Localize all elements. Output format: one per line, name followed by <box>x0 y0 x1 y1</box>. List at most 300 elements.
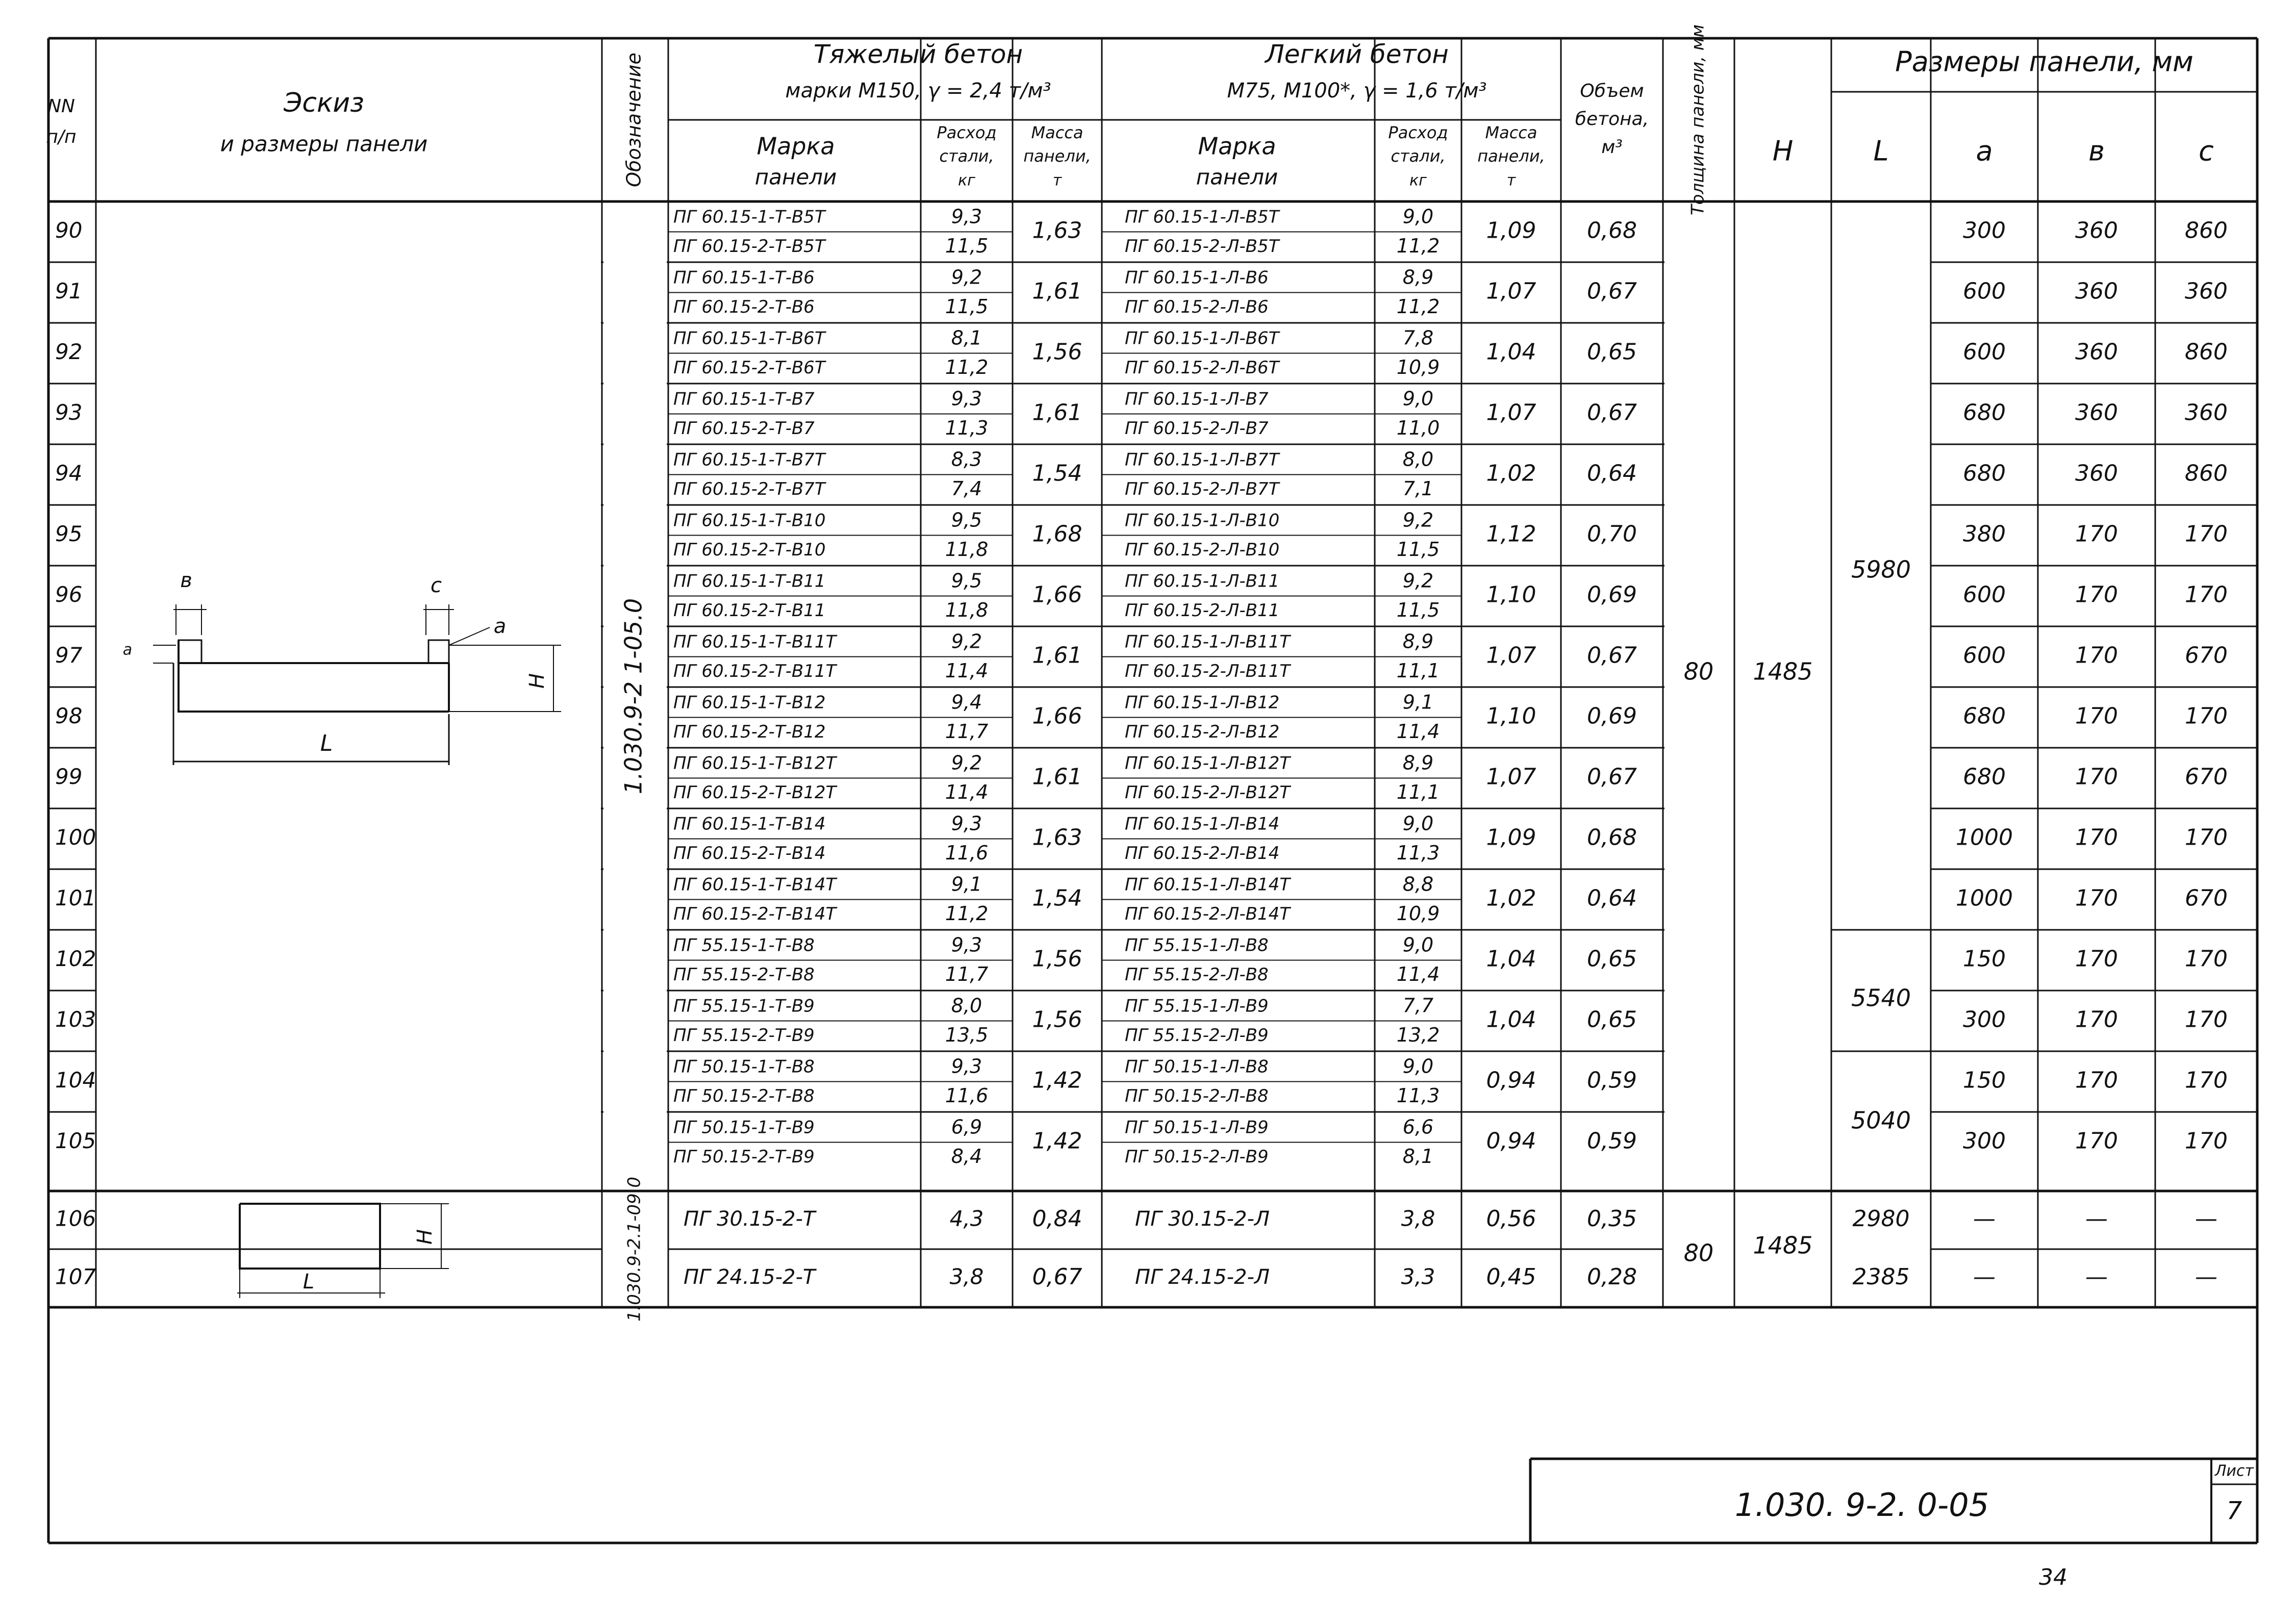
row-number: 92 <box>55 339 83 364</box>
dim-b: 360 <box>2075 217 2118 244</box>
concrete-volume: 0,65 <box>1587 946 1637 972</box>
heavy-steel: 11,6 <box>945 1084 989 1107</box>
heavy-mark: ПГ 60.15-1-Т-В6Т <box>673 328 825 349</box>
H-bottom: 1485 <box>1753 1231 1813 1259</box>
light-mark: ПГ 60.15-2-Л-В14 <box>1125 843 1280 864</box>
header-volume-3: м³ <box>1601 137 1623 158</box>
header-mass-heavy-3: т <box>1052 171 1062 190</box>
header-b: в <box>2088 135 2105 167</box>
heavy-mark: ПГ 60.15-1-Т-В11 <box>673 571 826 592</box>
light-mark: ПГ 60.15-2-Л-В12 <box>1125 721 1280 742</box>
light-mass: 1,09 <box>1486 824 1536 851</box>
heavy-steel: 9,3 <box>951 205 982 228</box>
heavy-steel: 13,5 <box>945 1023 989 1046</box>
heavy-steel: 9,2 <box>951 630 982 653</box>
concrete-volume: 0,59 <box>1587 1128 1637 1154</box>
heavy-steel: 11,7 <box>945 962 989 985</box>
heavy-steel: 11,6 <box>945 841 989 864</box>
concrete-volume: 0,67 <box>1587 764 1637 790</box>
light-mark: ПГ 55.15-2-Л-В8 <box>1125 964 1269 985</box>
dim-c: 670 <box>2185 642 2228 669</box>
heavy-steel: 9,3 <box>951 812 982 835</box>
heavy-mark: ПГ 60.15-1-Т-В7Т <box>673 449 825 470</box>
dim-c: 860 <box>2185 460 2228 487</box>
heavy-mark: ПГ 60.15-2-Т-В12Т <box>673 782 837 803</box>
header-L: L <box>1873 135 1889 167</box>
dim-a: — <box>1973 1264 1996 1290</box>
row-number: 96 <box>55 582 83 607</box>
header-steel-heavy-2: стали, <box>939 146 994 166</box>
heavy-mass: 1,42 <box>1032 1067 1082 1094</box>
header-pp: п/п <box>46 126 77 147</box>
light-mark: ПГ 30.15-2-Л <box>1135 1207 1270 1231</box>
dim-a: 600 <box>1963 278 2006 305</box>
heavy-mark: ПГ 60.15-1-Т-В12Т <box>673 753 837 774</box>
dim-c: 170 <box>2185 946 2228 972</box>
heavy-mark: ПГ 60.15-2-Т-В6 <box>673 296 815 317</box>
concrete-volume: 0,28 <box>1587 1264 1637 1290</box>
heavy-mark: ПГ 55.15-2-Т-В9 <box>673 1025 815 1046</box>
header-steel-heavy: Расход <box>937 123 997 142</box>
sketch-label-a: a <box>493 615 507 638</box>
light-mark: ПГ 60.15-1-Л-В12 <box>1125 692 1280 713</box>
heavy-mark: ПГ 60.15-2-Т-В11Т <box>673 661 837 681</box>
dim-a: — <box>1973 1206 1996 1232</box>
row-number: 102 <box>55 946 96 971</box>
light-mass: 1,10 <box>1486 703 1536 729</box>
L-group1: 5980 <box>1851 555 1911 584</box>
light-steel: 11,3 <box>1396 841 1440 864</box>
heavy-mass: 1,63 <box>1032 824 1082 851</box>
row-number: 94 <box>55 461 83 486</box>
dim-c: 360 <box>2185 399 2228 426</box>
dim-c: 860 <box>2185 217 2228 244</box>
header-sketch-subtitle: и размеры панели <box>220 131 428 157</box>
H-main: 1485 <box>1753 657 1813 686</box>
dim-a: 1000 <box>1956 824 2013 851</box>
dim-b: 360 <box>2075 339 2118 365</box>
heavy-steel: 9,1 <box>951 873 982 896</box>
header-light-grade: M75, M100*, γ = 1,6 т/м³ <box>1227 79 1487 103</box>
light-steel: 8,1 <box>1402 1145 1434 1168</box>
sketch-label-a-left: a <box>122 641 133 659</box>
light-steel: 9,0 <box>1402 933 1434 956</box>
heavy-steel: 11,2 <box>945 356 989 378</box>
light-mark: ПГ 55.15-1-Л-В9 <box>1125 996 1269 1017</box>
light-mark: ПГ 50.15-2-Л-В8 <box>1125 1085 1269 1106</box>
light-steel: 8,9 <box>1402 751 1434 774</box>
light-mark: ПГ 60.15-2-Л-В7Т <box>1125 478 1279 499</box>
dim-a: 600 <box>1963 339 2006 365</box>
heavy-mark: ПГ 60.15-1-Т-В7 <box>673 389 815 410</box>
light-mass: 1,07 <box>1486 278 1536 305</box>
light-steel: 9,0 <box>1402 387 1434 410</box>
light-mark: ПГ 60.15-2-Л-В7 <box>1125 418 1269 439</box>
L-value: 2980 <box>1852 1206 1910 1232</box>
light-mark: ПГ 60.15-1-Л-В7 <box>1125 389 1269 410</box>
light-mark: ПГ 60.15-2-Л-В12Т <box>1125 782 1291 803</box>
heavy-mass: 0,67 <box>1032 1264 1082 1290</box>
dim-a: 600 <box>1963 642 2006 669</box>
heavy-steel: 8,3 <box>951 448 982 471</box>
light-mark: ПГ 60.15-2-Л-В14Т <box>1125 903 1291 924</box>
heavy-mark: ПГ 60.15-2-Т-В7 <box>673 418 815 439</box>
light-mark: ПГ 60.15-1-Л-В11Т <box>1125 631 1291 652</box>
light-mark: ПГ 60.15-1-Л-В6Т <box>1125 328 1279 349</box>
heavy-steel: 9,2 <box>951 266 982 289</box>
heavy-mass: 1,68 <box>1032 521 1082 547</box>
light-mark: ПГ 55.15-2-Л-В9 <box>1125 1025 1269 1046</box>
light-mark: ПГ 60.15-2-Л-В5Т <box>1125 236 1279 257</box>
concrete-volume: 0,67 <box>1587 399 1637 426</box>
heavy-mass: 1,61 <box>1032 278 1082 305</box>
dim-a: 150 <box>1963 1067 2006 1094</box>
row-number: 98 <box>55 703 83 728</box>
light-mass: 1,12 <box>1486 521 1536 547</box>
heavy-steel: 9,5 <box>951 509 982 531</box>
heavy-mass: 1,54 <box>1032 885 1082 911</box>
heavy-steel: 11,8 <box>945 538 989 561</box>
light-steel: 11,4 <box>1396 962 1440 985</box>
light-steel: 10,9 <box>1396 902 1440 925</box>
light-mark: ПГ 60.15-2-Л-В6Т <box>1125 357 1279 378</box>
heavy-mark: ПГ 50.15-2-Т-В9 <box>673 1146 815 1167</box>
row-number: 103 <box>55 1007 96 1032</box>
heavy-mass: 1,56 <box>1032 339 1082 365</box>
dim-b: — <box>2085 1206 2108 1232</box>
heavy-steel: 9,3 <box>951 1055 982 1078</box>
dim-c: 170 <box>2185 1067 2228 1094</box>
heavy-mass: 1,63 <box>1032 217 1082 244</box>
sketch-label-c: c <box>431 574 442 597</box>
heavy-steel: 6,9 <box>951 1116 982 1138</box>
heavy-steel: 11,5 <box>945 295 989 318</box>
row-number: 93 <box>55 400 83 425</box>
heavy-mark: ПГ 60.15-1-Т-В10 <box>673 510 826 531</box>
header-c: c <box>2199 135 2214 167</box>
heavy-mass: 1,56 <box>1032 1006 1082 1033</box>
concrete-volume: 0,68 <box>1587 824 1637 851</box>
heavy-mark: ПГ 30.15-2-Т <box>684 1207 816 1231</box>
light-steel: 9,1 <box>1402 691 1434 714</box>
light-steel: 7,1 <box>1402 477 1434 500</box>
dim-c: 670 <box>2185 885 2228 911</box>
dim-b: 170 <box>2075 642 2118 669</box>
light-steel: 9,2 <box>1402 509 1434 531</box>
light-steel: 11,2 <box>1396 295 1440 318</box>
heavy-mass: 1,66 <box>1032 581 1082 608</box>
heavy-mark: ПГ 55.15-1-Т-В8 <box>673 935 815 956</box>
heavy-mass: 1,61 <box>1032 642 1082 669</box>
header-light-concrete: Легкий бетон <box>1265 39 1449 69</box>
L-value: 2385 <box>1852 1264 1910 1290</box>
heavy-steel: 8,0 <box>951 994 982 1017</box>
header-steel-light-3: кг <box>1409 171 1427 190</box>
heavy-steel: 11,4 <box>945 780 989 803</box>
heavy-steel: 8,1 <box>951 326 982 349</box>
row-number: 107 <box>55 1264 96 1289</box>
sketch2-label-L: L <box>302 1270 315 1294</box>
dim-a: 1000 <box>1956 885 2013 911</box>
header-mark-heavy-2: панели <box>754 164 837 190</box>
heavy-mark: ПГ 55.15-2-Т-В8 <box>673 964 815 985</box>
heavy-mass: 0,84 <box>1032 1206 1082 1232</box>
dim-a: 680 <box>1963 399 2006 426</box>
heavy-mass: 1,42 <box>1032 1128 1082 1154</box>
light-steel: 9,0 <box>1402 205 1434 228</box>
light-steel: 8,0 <box>1402 448 1434 471</box>
heavy-mark: ПГ 60.15-2-Т-В5Т <box>673 236 825 257</box>
light-mark: ПГ 60.15-1-Л-В5Т <box>1125 207 1279 227</box>
dim-c: 170 <box>2185 703 2228 729</box>
heavy-steel: 11,2 <box>945 902 989 925</box>
header-mark-light-2: панели <box>1196 164 1278 190</box>
dim-b: 170 <box>2075 703 2118 729</box>
light-mark: ПГ 60.15-1-Л-В14 <box>1125 814 1280 834</box>
dim-b: 360 <box>2075 460 2118 487</box>
heavy-mark: ПГ 60.15-2-Т-В10 <box>673 539 826 560</box>
dim-c: 670 <box>2185 764 2228 790</box>
light-mark: ПГ 50.15-1-Л-В9 <box>1125 1117 1269 1138</box>
light-mass: 1,10 <box>1486 581 1536 608</box>
dim-b: 360 <box>2075 278 2118 305</box>
dim-b: 170 <box>2075 521 2118 547</box>
header-mass-heavy: Масса <box>1031 123 1083 142</box>
row-number: 90 <box>55 218 83 243</box>
dim-b: 170 <box>2075 1006 2118 1033</box>
dim-a: 380 <box>1963 521 2006 547</box>
header-volume-2: бетона, <box>1575 109 1649 130</box>
light-mass: 1,07 <box>1486 642 1536 669</box>
light-steel: 11,5 <box>1396 538 1440 561</box>
heavy-steel: 7,4 <box>951 477 982 500</box>
light-mark: ПГ 55.15-1-Л-В8 <box>1125 935 1269 956</box>
dim-a: 680 <box>1963 764 2006 790</box>
header-mass-light-2: панели, <box>1477 146 1545 166</box>
header-heavy-concrete: Тяжелый бетон <box>813 39 1023 69</box>
header-mass-light-3: т <box>1506 171 1516 190</box>
heavy-steel: 11,8 <box>945 598 989 621</box>
light-mark: ПГ 60.15-2-Л-В11 <box>1125 600 1280 621</box>
light-mass: 0,94 <box>1486 1128 1536 1154</box>
light-mass: 1,07 <box>1486 399 1536 426</box>
heavy-mark: ПГ 60.15-1-Т-В6 <box>673 267 815 288</box>
header-mark-light: Марка <box>1198 132 1276 160</box>
dim-b: 170 <box>2075 1067 2118 1094</box>
light-mass: 0,45 <box>1486 1264 1536 1290</box>
header-dimensions: Размеры панели, мм <box>1895 45 2193 78</box>
light-mass: 1,04 <box>1486 946 1536 972</box>
heavy-steel: 3,8 <box>949 1264 984 1289</box>
sheet-label: Лист <box>2214 1462 2254 1480</box>
light-mark: ПГ 60.15-2-Л-В6 <box>1125 296 1269 317</box>
header-mass-light: Масса <box>1485 123 1537 142</box>
header-mark-heavy: Марка <box>756 132 835 160</box>
light-steel: 7,7 <box>1402 994 1434 1017</box>
header-sketch-title: Эскиз <box>284 88 364 118</box>
header-volume: Объем <box>1580 81 1644 102</box>
light-steel: 10,9 <box>1396 356 1440 378</box>
heavy-mark: ПГ 24.15-2-Т <box>684 1265 816 1289</box>
row-number: 101 <box>55 885 96 910</box>
dim-a: 300 <box>1963 217 2006 244</box>
row-number: 95 <box>55 521 83 546</box>
header-steel-light-2: стали, <box>1391 146 1446 166</box>
light-mark: ПГ 24.15-2-Л <box>1135 1265 1270 1289</box>
concrete-volume: 0,67 <box>1587 642 1637 669</box>
dim-b: 170 <box>2075 885 2118 911</box>
row-number: 100 <box>55 825 96 850</box>
dim-c: — <box>2195 1264 2217 1290</box>
heavy-mass: 1,61 <box>1032 399 1082 426</box>
header-nn: NN <box>47 96 75 117</box>
concrete-volume: 0,69 <box>1587 581 1637 608</box>
heavy-steel: 11,4 <box>945 659 989 682</box>
L-group3: 5040 <box>1851 1106 1911 1134</box>
concrete-volume: 0,69 <box>1587 703 1637 729</box>
designation-code-2: 1.030.9-2.1-09.0 <box>624 1176 645 1322</box>
concrete-volume: 0,68 <box>1587 217 1637 244</box>
heavy-mark: ПГ 50.15-1-Т-В9 <box>673 1117 815 1138</box>
heavy-steel: 11,7 <box>945 720 989 743</box>
light-steel: 3,3 <box>1401 1264 1435 1289</box>
dim-c: 170 <box>2185 521 2228 547</box>
heavy-mark: ПГ 50.15-2-Т-В8 <box>673 1085 815 1106</box>
sketch2-label-H: H <box>413 1229 437 1245</box>
header-designation: Обозначение <box>622 53 645 187</box>
dim-c: 170 <box>2185 1128 2228 1154</box>
heavy-mark: ПГ 50.15-1-Т-В8 <box>673 1056 815 1077</box>
heavy-steel: 11,5 <box>945 234 989 257</box>
header-heavy-grade: марки M150, γ = 2,4 т/м³ <box>785 79 1051 103</box>
heavy-steel: 8,4 <box>951 1145 982 1168</box>
concrete-volume: 0,65 <box>1587 1006 1637 1033</box>
dim-c: — <box>2195 1206 2217 1232</box>
page-number: 34 <box>2039 1564 2067 1590</box>
row-number: 104 <box>55 1068 96 1093</box>
light-mark: ПГ 60.15-1-Л-В12Т <box>1125 753 1291 774</box>
heavy-mark: ПГ 60.15-1-Т-В11Т <box>673 631 837 652</box>
drawing-code: 1.030. 9-2. 0-05 <box>1734 1486 1989 1524</box>
concrete-volume: 0,70 <box>1587 521 1637 547</box>
L-group2: 5540 <box>1851 984 1911 1012</box>
light-steel: 13,2 <box>1396 1023 1440 1046</box>
light-mark: ПГ 50.15-2-Л-В9 <box>1125 1146 1269 1167</box>
concrete-volume: 0,64 <box>1587 885 1637 911</box>
header-thickness: Толщина панели, мм <box>1687 24 1708 216</box>
header-steel-light: Расход <box>1388 123 1448 142</box>
dim-b: 170 <box>2075 764 2118 790</box>
light-steel: 11,3 <box>1396 1084 1440 1107</box>
heavy-mark: ПГ 60.15-2-Т-В14 <box>673 843 826 864</box>
dim-c: 170 <box>2185 581 2228 608</box>
row-number: 99 <box>55 764 83 789</box>
heavy-steel: 9,2 <box>951 751 982 774</box>
light-steel: 9,2 <box>1402 569 1434 592</box>
light-steel: 8,9 <box>1402 266 1434 289</box>
header-a: a <box>1976 135 1993 167</box>
light-mark: ПГ 60.15-1-Л-В14Т <box>1125 874 1291 895</box>
light-steel: 9,0 <box>1402 812 1434 835</box>
concrete-volume: 0,64 <box>1587 460 1637 487</box>
light-mass: 1,02 <box>1486 460 1536 487</box>
light-mass: 1,02 <box>1486 885 1536 911</box>
row-number: 91 <box>55 278 83 303</box>
thickness-bottom: 80 <box>1683 1239 1714 1267</box>
sketch-label-L: L <box>320 730 333 756</box>
light-steel: 11,1 <box>1396 659 1440 682</box>
light-steel: 11,2 <box>1396 234 1440 257</box>
header-mass-heavy-2: панели, <box>1023 146 1091 166</box>
heavy-steel: 9,3 <box>951 933 982 956</box>
heavy-steel: 9,3 <box>951 387 982 410</box>
dim-b: 170 <box>2075 824 2118 851</box>
row-number: 105 <box>55 1128 96 1153</box>
dim-c: 170 <box>2185 824 2228 851</box>
row-number: 106 <box>55 1206 96 1231</box>
heavy-mark: ПГ 60.15-2-Т-В11 <box>673 600 826 621</box>
concrete-volume: 0,67 <box>1587 278 1637 305</box>
dim-a: 150 <box>1963 946 2006 972</box>
heavy-mark: ПГ 55.15-1-Т-В9 <box>673 996 815 1017</box>
dim-c: 860 <box>2185 339 2228 365</box>
light-steel: 8,9 <box>1402 630 1434 653</box>
light-mass: 1,04 <box>1486 1006 1536 1033</box>
light-steel: 7,8 <box>1402 326 1434 349</box>
heavy-mass: 1,66 <box>1032 703 1082 729</box>
dim-a: 600 <box>1963 581 2006 608</box>
heavy-mark: ПГ 60.15-1-Т-В14 <box>673 814 826 834</box>
dim-c: 170 <box>2185 1006 2228 1033</box>
sketch-label-b: в <box>180 569 192 592</box>
heavy-steel: 4,3 <box>949 1206 984 1231</box>
light-mass: 0,94 <box>1486 1067 1536 1094</box>
heavy-steel: 9,5 <box>951 569 982 592</box>
header-steel-heavy-3: кг <box>958 171 975 190</box>
light-mass: 1,04 <box>1486 339 1536 365</box>
designation-code-1: 1.030.9-2 1-05.0 <box>619 598 647 795</box>
heavy-mass: 1,54 <box>1032 460 1082 487</box>
light-mark: ПГ 60.15-2-Л-В10 <box>1125 539 1280 560</box>
heavy-mark: ПГ 60.15-2-Т-В6Т <box>673 357 825 378</box>
dim-b: 170 <box>2075 581 2118 608</box>
light-steel: 6,6 <box>1402 1116 1434 1138</box>
light-mark: ПГ 60.15-1-Л-В10 <box>1125 510 1280 531</box>
light-mass: 0,56 <box>1486 1206 1536 1232</box>
heavy-steel: 9,4 <box>951 691 982 714</box>
heavy-mark: ПГ 60.15-2-Т-В7Т <box>673 478 825 499</box>
dim-a: 680 <box>1963 703 2006 729</box>
heavy-mass: 1,56 <box>1032 946 1082 972</box>
light-steel: 9,0 <box>1402 1055 1434 1078</box>
dim-b: 170 <box>2075 946 2118 972</box>
light-mark: ПГ 60.15-1-Л-В6 <box>1125 267 1269 288</box>
row-number: 97 <box>55 643 83 668</box>
dim-c: 360 <box>2185 278 2228 305</box>
light-steel: 11,0 <box>1396 416 1440 439</box>
light-mark: ПГ 60.15-2-Л-В11Т <box>1125 661 1291 681</box>
header-H: H <box>1772 135 1794 167</box>
dim-b: 360 <box>2075 399 2118 426</box>
light-steel: 3,8 <box>1401 1206 1435 1231</box>
concrete-volume: 0,35 <box>1587 1206 1637 1232</box>
heavy-mark: ПГ 60.15-2-Т-В12 <box>673 721 826 742</box>
heavy-steel: 11,3 <box>945 416 989 439</box>
dim-a: 300 <box>1963 1128 2006 1154</box>
concrete-volume: 0,59 <box>1587 1067 1637 1094</box>
concrete-volume: 0,65 <box>1587 339 1637 365</box>
heavy-mark: ПГ 60.15-1-Т-В12 <box>673 692 826 713</box>
